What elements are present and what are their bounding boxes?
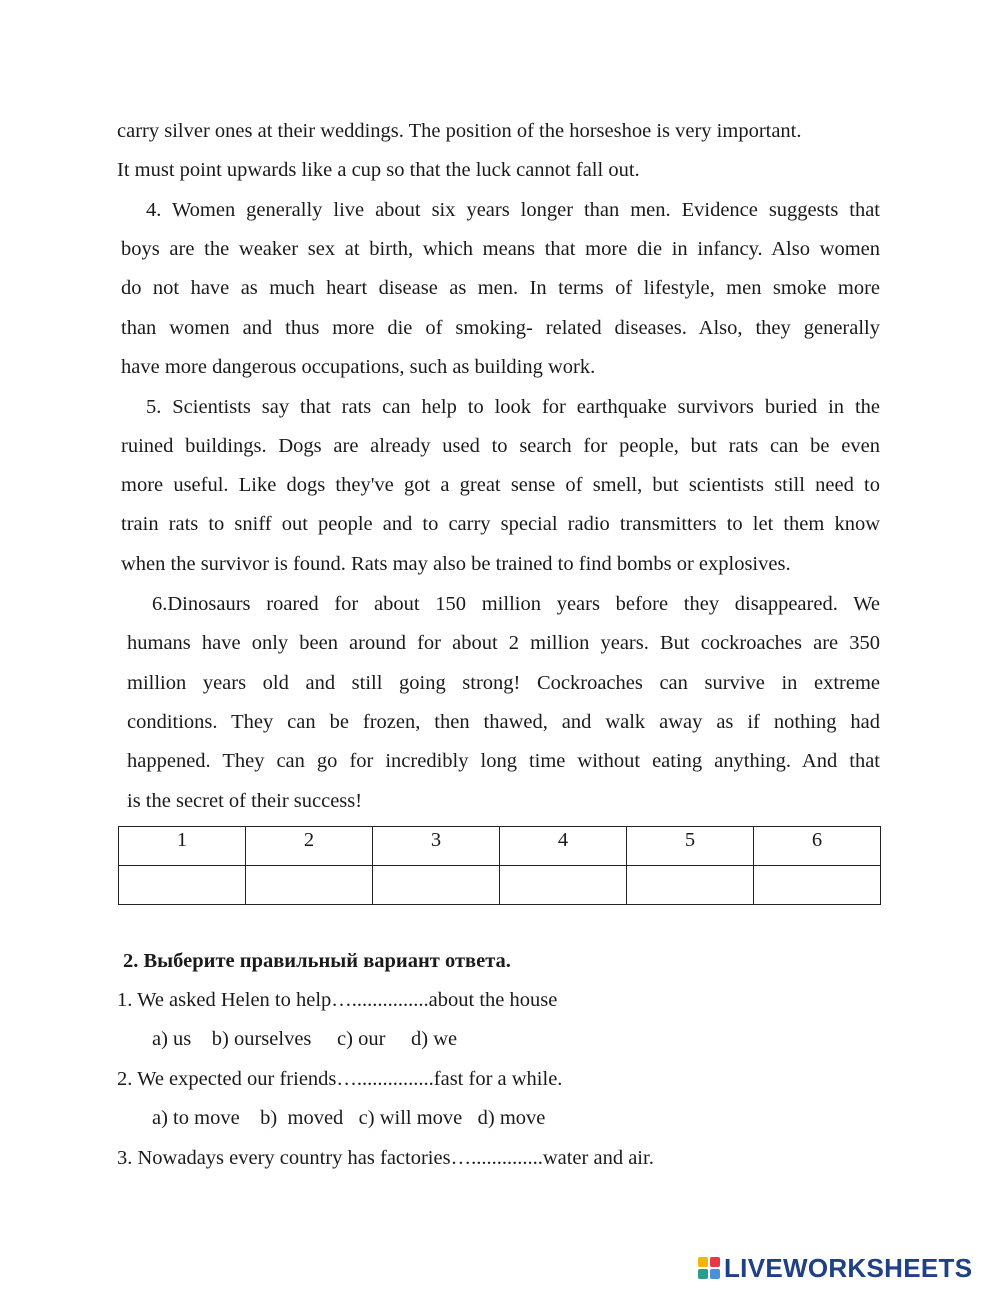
passage-line: boys are the weaker sex at birth, which means that more die in infancy. Also women [121, 238, 880, 260]
answer-blank-cell-3[interactable] [373, 866, 500, 905]
passage-line: conditions. They can be frozen, then thawed, and walk away as if nothing had [127, 711, 880, 733]
passage-line: more useful. Like dogs they've got a great sense of smell, but scientists still need to [121, 474, 880, 496]
answer-header-cell: 5 [627, 827, 754, 866]
answer-header-cell: 2 [246, 827, 373, 866]
answer-header-cell: 4 [500, 827, 627, 866]
answer-blank-cell-4[interactable] [500, 866, 627, 905]
question-2: 2. We expected our friends…...............fast for a while. [117, 1068, 563, 1090]
passage-line: when the survivor is found. Rats may also be trained to find bombs or explosives. [121, 553, 791, 575]
passage-line: humans have only been around for about 2 million years. But cockroaches are 350 [127, 632, 880, 654]
question-1-options[interactable]: a) us b) ourselves c) our d) we [152, 1028, 458, 1050]
passage-line: carry silver ones at their weddings. The position of the horseshoe is very important. [117, 120, 802, 142]
logo-text: LIVEWORKSHEETS [724, 1252, 973, 1283]
paragraph-6-first-line: 6.Dinosaurs roared for about 150 million years before they disappeared. We [152, 593, 880, 615]
logo-block [710, 1257, 720, 1267]
passage-line: train rats to sniff out people and to carry special radio transmitters to let them know [121, 513, 880, 535]
passage-line: It must point upwards like a cup so that the luck cannot fall out. [117, 159, 640, 181]
answer-blank-cell-2[interactable] [246, 866, 373, 905]
answer-blank-cell-5[interactable] [627, 866, 754, 905]
logo-blocks-icon [698, 1257, 720, 1279]
paragraph-4-first-line: 4. Women generally live about six years longer than men. Evidence suggests that [146, 199, 880, 221]
logo-block [698, 1269, 708, 1279]
passage-line: million years old and still going strong! Cockroaches can survive in extreme [127, 672, 880, 694]
answer-table-header-row [119, 827, 881, 866]
exercise-2-title: 2. Выберите правильный вариант ответа. [123, 950, 511, 972]
passage-line: is the secret of their success! [127, 790, 363, 812]
logo-block [698, 1257, 708, 1267]
answer-header-cell: 1 [119, 827, 246, 866]
logo-block [710, 1269, 720, 1279]
answer-header-cell: 3 [373, 827, 500, 866]
passage-line: than women and thus more die of smoking- related diseases. Also, they generally [121, 317, 880, 339]
passage-line: have more dangerous occupations, such as building work. [121, 356, 596, 378]
answer-input-row [119, 866, 881, 905]
question-2-options[interactable]: a) to move b) moved c) will move d) move [152, 1107, 546, 1129]
question-3: 3. Nowadays every country has factories…..............water and air. [117, 1147, 654, 1169]
question-1: 1. We asked Helen to help…...............about the house [117, 989, 558, 1011]
answer-table [118, 826, 881, 905]
liveworksheets-logo [698, 1253, 972, 1283]
passage-line: happened. They can go for incredibly long time without eating anything. And that [127, 750, 880, 772]
answer-header-cell: 6 [754, 827, 881, 866]
answer-blank-cell-1[interactable] [119, 866, 246, 905]
paragraph-5-first-line: 5. Scientists say that rats can help to look for earthquake survivors buried in the [146, 396, 880, 418]
passage-line: do not have as much heart disease as men. In terms of lifestyle, men smoke more [121, 277, 880, 299]
answer-blank-cell-6[interactable] [754, 866, 881, 905]
passage-line: ruined buildings. Dogs are already used to search for people, but rats can be even [121, 435, 880, 457]
